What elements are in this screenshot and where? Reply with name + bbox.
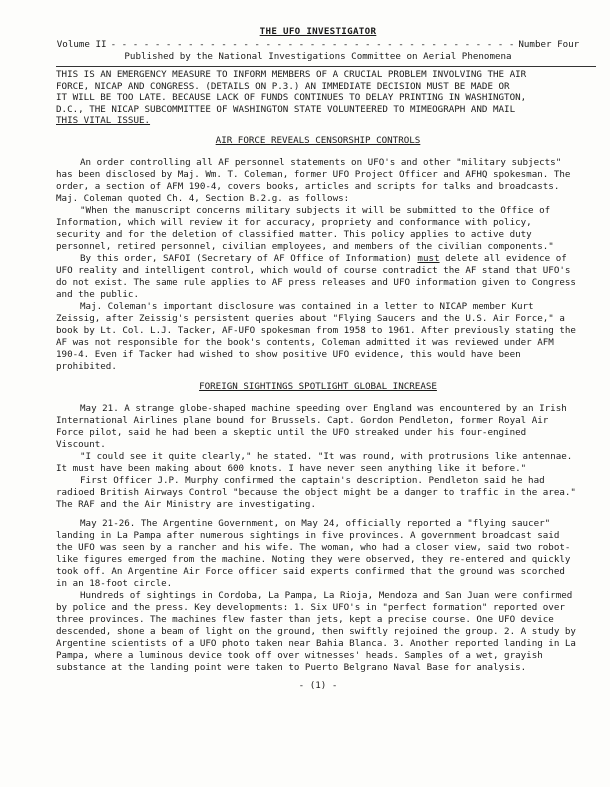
notice-line: THIS VITAL ISSUE. [56, 115, 151, 126]
volume-label: Volume II [56, 39, 107, 50]
paragraph-text: By this order, SAFOI (Secretary of AF Office of Information) [80, 252, 418, 264]
paragraph-gap [56, 511, 580, 518]
article-paragraph: An order controlling all AF personnel statements on UFO's and other "military subjects" has been disclosed by Maj. Wm. T. Coleman, former UFO Project Officer and AFHQ spokesman. The order, a section of AFM 190-4, covers books, articles and scripts for talks and broadcasts. Maj. Coleman quoted Ch. 4, Section B.2.g. as follows: [56, 156, 571, 204]
section-heading-sightings: FOREIGN SIGHTINGS SPOTLIGHT GLOBAL INCREASE [199, 380, 437, 392]
publisher-line: Published by the National Investigations Committee on Aerial Phenomena [124, 51, 512, 62]
issue-label: Number Four [518, 39, 580, 50]
article-quote: "I could see it quite clearly," he stated. "It was round, with protrusions like antennae. It must have been making about 600 knots. I have never seen anything like it before." [56, 450, 573, 474]
volume-line [56, 39, 580, 51]
article-quote: "When the manuscript concerns military subjects it will be submitted to the Office of Information, which will review it for accuracy, propriety and conformance with policy, security and for the deletion of classified matter. This policy applies to active duty personnel, retired personnel, civilian employees, and members of the civilian components." [56, 204, 554, 252]
notice-line: D.C., THE NICAP SUBCOMMITTEE OF WASHINGTON STATE VOLUNTEERED TO MIMEOGRAPH AND MAIL [56, 103, 516, 115]
volume-dashes: - - - - - - - - - - - - - - - - - - - - - - - - - - - - - - - - - - - - - [110, 39, 515, 50]
article-paragraph: May 21. A strange globe-shaped machine speeding over England was encountered by an Irish International Airlines plane bound for Brussels. Capt. Gordon Pendleton, former Royal Air Force pilot, said he had been a skeptic until the UFO streaked under his four-engined Viscount. [56, 402, 567, 450]
article-paragraph: May 21-26. The Argentine Government, on May 24, officially reported a "flying saucer" landing in La Pampa after numerous sightings in five provinces. A government broadcast said the UFO was seen by a rancher and his wife. The woman, who had a closer view, said two robot-like figures emerged from the machine. Noting they were observed, they re-entered and quickly took off. An Argentine Air Force officer said experts confirmed that the ground was scorched in an 18-foot circle. [56, 517, 571, 589]
article-paragraph: Maj. Coleman's important disclosure was contained in a letter to NICAP member Kurt Zeissig, after Zeissig's persistent queries about "Flying Saucers and the U.S. Air Force," a book by Lt. Col. L.J. Tacker, AF-UFO spokesman from 1958 to 1961. After previously stating the AF was not responsible for the book's contents, Coleman admitted it was reviewed under AFM 190-4. Even if Tacker had wished to show positive UFO evidence, this would have been prohibited. [56, 300, 576, 372]
emphasized-word: must [417, 252, 440, 264]
article-paragraph [56, 253, 580, 301]
notice-line: THIS IS AN EMERGENCY MEASURE TO INFORM MEMBERS OF A CRUCIAL PROBLEM INVOLVING THE AIR [56, 69, 527, 80]
emergency-notice [56, 69, 580, 127]
page-number: - (1) - [298, 679, 338, 691]
article-paragraph: Hundreds of sightings in Cordoba, La Pampa, La Rioja, Mendoza and San Juan were confirmed by police and the press. Key developments: 1. Six UFO's in "perfect formation" reported over three provinces. The machines flew faster than jets, kept a precise course. One UFO device descended, shone a beam of light on the ground, then swiftly rejoined the group. 2. A study by Argentine scientists of a UFO photo taken near Bahia Blanca. 3. Another reported landing in La Pampa, where a luminous device took off over witnesses' heads. Samples of a wet, grayish substance at the landing point were taken to Puerto Belgrano Naval Base for analysis. [56, 589, 576, 673]
notice-line: IT WILL BE TOO LATE. BECAUSE LACK OF FUNDS CONTINUES TO DELAY PRINTING IN WASHINGTON, [56, 92, 527, 103]
article-paragraph: First Officer J.P. Murphy confirmed the captain's description. Pendleton said he had radioed British Airways Control "because the object might be a danger to traffic in the area." The RAF and the Air Ministry are investigating. [56, 474, 576, 510]
section-heading-censorship: AIR FORCE REVEALS CENSORSHIP CONTROLS [215, 134, 421, 146]
header-rule [56, 66, 596, 67]
notice-line: FORCE, NICAP AND CONGRESS. (DETAILS ON P.3.) AN IMMEDIATE DECISION MUST BE MADE OR [56, 80, 510, 92]
newsletter-title: THE UFO INVESTIGATOR [259, 26, 377, 37]
paragraph-text: delete all evidence of UFO reality and intelligent control, which would of course contradict the AF stand that UFO's do not exist. The same rule applies to AF press releases and UFO information given to Congress and the public. [56, 252, 576, 300]
